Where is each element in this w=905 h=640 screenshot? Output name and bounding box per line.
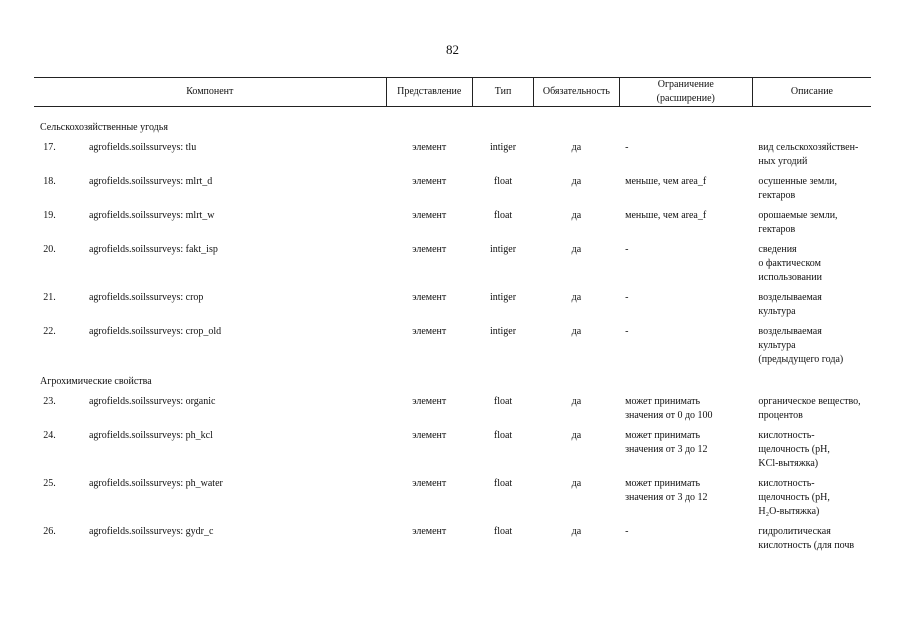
header-component: Компонент	[34, 78, 386, 107]
section-heading-row	[34, 119, 871, 141]
row-component: agrofields.soilssurveys: ph_kcl	[88, 430, 213, 441]
table-row	[34, 395, 871, 429]
table-row	[34, 429, 871, 477]
row-type: float	[493, 430, 513, 441]
row-limit: может принимать значения от 0 до 100	[625, 396, 713, 421]
row-description: осушенные земли, гектаров	[758, 176, 838, 201]
row-description: возделываемая культура (предыдущего года)	[758, 326, 844, 365]
row-representation: элемент	[412, 478, 447, 489]
row-description: вид сельскохозяйствен- ных угодий	[758, 142, 859, 167]
row-representation: элемент	[412, 526, 447, 537]
row-number: 23.	[43, 396, 56, 407]
page-number: 82	[446, 42, 459, 57]
row-representation: элемент	[412, 244, 447, 255]
row-limit: меньше, чем area_f	[625, 210, 707, 221]
row-number: 20.	[43, 244, 56, 255]
row-number: 17.	[43, 142, 56, 153]
row-number: 25.	[43, 478, 56, 489]
row-limit: -	[625, 292, 629, 303]
row-description: гидролитическая кислотность (для почв	[758, 526, 855, 551]
row-limit: -	[625, 526, 629, 537]
row-representation: элемент	[412, 142, 447, 153]
row-limit: может принимать значения от 3 до 12	[625, 478, 708, 503]
row-representation: элемент	[412, 210, 447, 221]
table-row	[34, 291, 871, 325]
row-required: да	[571, 430, 582, 441]
row-component: agrofields.soilssurveys: organic	[88, 396, 216, 407]
row-type: float	[493, 210, 513, 221]
row-representation: элемент	[412, 396, 447, 407]
row-limit: -	[625, 142, 629, 153]
row-required: да	[571, 142, 582, 153]
row-component: agrofields.soilssurveys: tlu	[88, 142, 197, 153]
row-required: да	[571, 478, 582, 489]
section-title: Агрохимические свойства	[40, 376, 152, 387]
table-row	[34, 209, 871, 243]
spacer	[34, 107, 871, 120]
row-type: intiger	[489, 244, 517, 255]
row-component: agrofields.soilssurveys: mlrt_d	[88, 176, 213, 187]
row-component: agrofields.soilssurveys: ph_water	[88, 478, 223, 489]
table-row	[34, 525, 871, 559]
section-heading-row	[34, 373, 871, 395]
row-number: 19.	[43, 210, 56, 221]
row-description: возделываемая культура	[758, 292, 822, 317]
header-required: Обязательность	[534, 78, 619, 107]
row-type: float	[493, 526, 513, 537]
section-title: Сельскохозяйственные угодья	[40, 122, 168, 133]
row-limit: -	[625, 244, 629, 255]
row-representation: элемент	[412, 292, 447, 303]
table-row	[34, 175, 871, 209]
row-component: agrofields.soilssurveys: gydr_c	[88, 526, 214, 537]
row-number: 24.	[43, 430, 56, 441]
row-limit: меньше, чем area_f	[625, 176, 707, 187]
row-type: float	[493, 478, 513, 489]
row-representation: элемент	[412, 176, 447, 187]
row-description: кислотность- щелочность (pH, KCl-вытяжка)	[758, 430, 830, 469]
row-required: да	[571, 176, 582, 187]
row-required: да	[571, 244, 582, 255]
row-type: float	[493, 176, 513, 187]
row-type: intiger	[489, 326, 517, 337]
row-required: да	[571, 526, 582, 537]
table-row	[34, 325, 871, 373]
row-component: agrofields.soilssurveys: crop	[88, 292, 204, 303]
row-type: intiger	[489, 142, 517, 153]
row-limit: может принимать значения от 3 до 12	[625, 430, 708, 455]
row-description: орошаемые земли, гектаров	[758, 210, 838, 235]
row-representation: элемент	[412, 430, 447, 441]
table-body	[34, 107, 871, 560]
row-type: intiger	[489, 292, 517, 303]
row-description: сведения о фактическом использовании	[758, 244, 822, 283]
row-representation: элемент	[412, 326, 447, 337]
row-limit: -	[625, 326, 629, 337]
row-required: да	[571, 210, 582, 221]
header-representation: Представление	[386, 78, 472, 107]
row-component: agrofields.soilssurveys: crop_old	[88, 326, 222, 337]
row-description: кислотность- щелочность (pH, H₂O-вытяжка)	[758, 478, 830, 517]
table-row	[34, 477, 871, 525]
header-limit: Ограничение (расширение)	[619, 78, 752, 107]
row-description: органическое вещество, процентов	[758, 396, 861, 421]
row-type: float	[493, 396, 513, 407]
row-number: 18.	[43, 176, 56, 187]
row-number: 26.	[43, 526, 56, 537]
row-required: да	[571, 396, 582, 407]
row-component: agrofields.soilssurveys: fakt_isp	[88, 244, 218, 255]
row-required: да	[571, 326, 582, 337]
row-number: 21.	[43, 292, 56, 303]
row-required: да	[571, 292, 582, 303]
header-type: Тип	[472, 78, 533, 107]
row-component: agrofields.soilssurveys: mlrt_w	[88, 210, 215, 221]
header-description: Описание	[752, 78, 871, 107]
table-row	[34, 243, 871, 291]
row-number: 22.	[43, 326, 56, 337]
table-header	[34, 78, 871, 107]
spec-table	[34, 77, 871, 559]
table-row	[34, 141, 871, 175]
